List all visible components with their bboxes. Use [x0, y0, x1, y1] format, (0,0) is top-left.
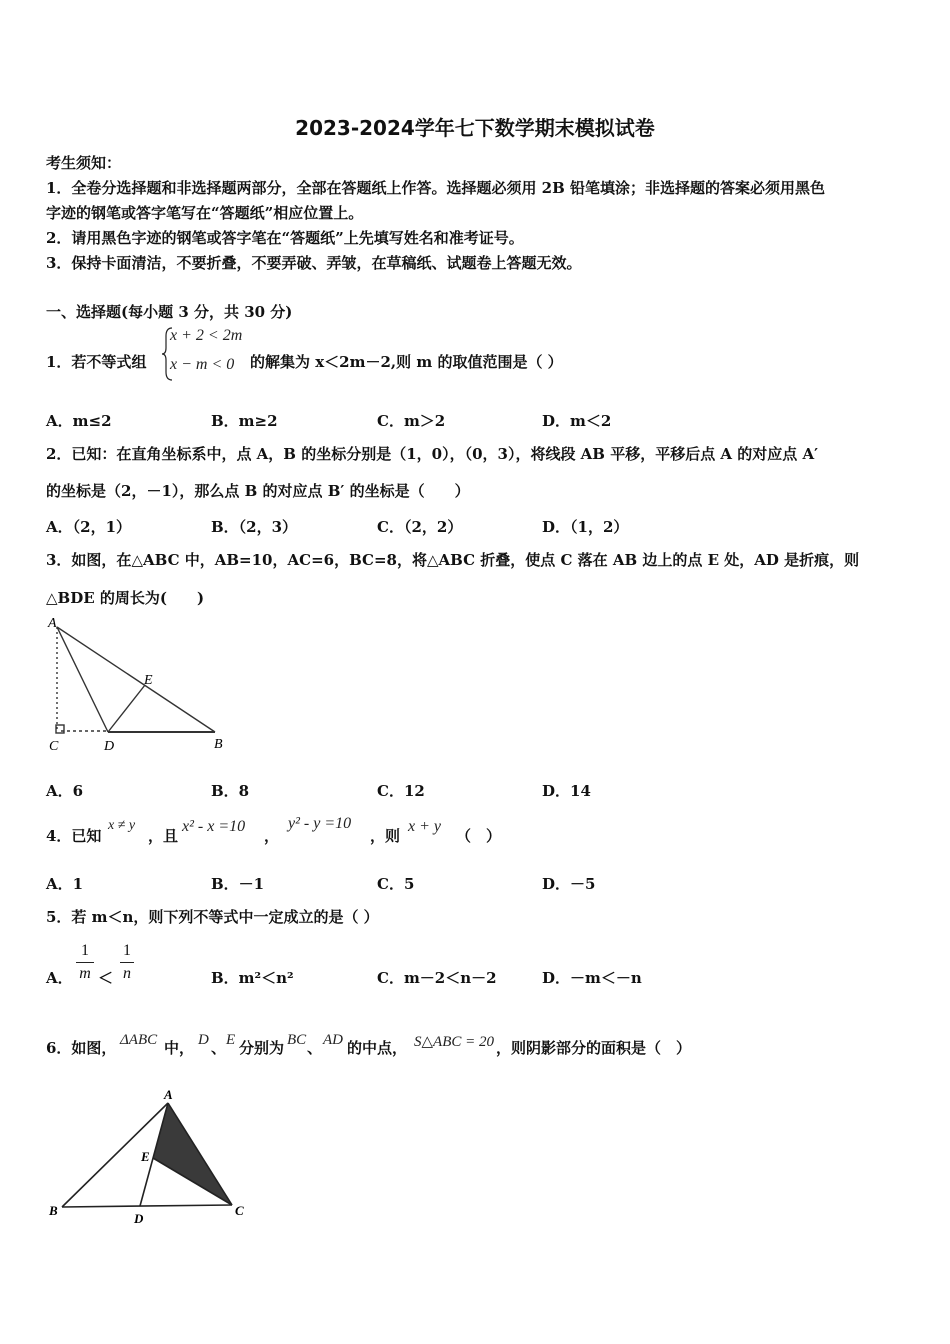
q6-bc-line [62, 1205, 232, 1207]
notice-heading: 考生须知： [46, 154, 122, 172]
q3-label-d: D [104, 739, 115, 754]
q3-ab-line [57, 627, 215, 732]
q3-option-a: A．6 [46, 782, 84, 800]
q5-stem: 5．若 m＜n，则下列不等式中一定成立的是（ ） [46, 908, 379, 926]
q4-comma: ， [264, 827, 280, 845]
q5-option-a-frac2 [120, 942, 134, 983]
page-title: 2023-2024学年七下数学期末模拟试卷 [295, 116, 655, 140]
q4-option-a: A．1 [46, 875, 84, 893]
q4-mid2: ，则 [370, 827, 401, 845]
q3-ad-line [57, 627, 108, 732]
notice-line-1b: 字迹的钢笔或答字笔写在“答题纸”相应位置上。 [46, 204, 364, 222]
q1-suffix: 的解集为 x＜2m－2,则 m 的取值范围是（ ） [250, 353, 563, 371]
q6-label-d: D [134, 1211, 144, 1226]
q4-option-b: B．－1 [211, 875, 265, 893]
q6-mid2: 分别为 [239, 1039, 285, 1057]
q6-d: D [198, 1032, 209, 1048]
q1-option-b: B．m≥2 [211, 412, 278, 430]
q4-prefix: 4．已知 [46, 827, 102, 845]
q6-e: E [226, 1032, 236, 1048]
notice-line-2: 2．请用黑色字迹的钢笔或答字笔在“答题纸”上先填写姓名和准考证号。 [46, 229, 524, 247]
q1-eq2: x − m < 0 [170, 356, 235, 373]
q3-line-1: 3．如图，在△ABC 中，AB=10，AC=6，BC=8，将△ABC 折叠，使点 C 落在 AB 边上的点 E 处，AD 是折痕，则 [46, 551, 860, 569]
q6-shaded-region [153, 1103, 232, 1205]
q1-option-d: D．m＜2 [542, 412, 612, 430]
q4-suffix: （ ） [456, 827, 502, 845]
q4-cond1: x ≠ y [108, 818, 136, 833]
q2-option-c: C．（2，2） [377, 518, 463, 536]
q5-frac2-den: n [123, 965, 131, 982]
q2-line-1: 2．已知：在直角坐标系中，点 A，B 的坐标分别是（1，0），（0，3），将线段 AB 平移，平移后点 A 的对应点 A′ [46, 445, 819, 463]
q3-option-c: C．12 [377, 782, 425, 800]
q6-tri: ΔABC [120, 1032, 158, 1048]
q6-label-e: E [141, 1149, 150, 1164]
q2-option-d: D．（1，2） [542, 518, 629, 536]
q3-label-e: E [144, 673, 153, 688]
q6-mid3: 的中点， [347, 1039, 408, 1057]
q3-label-a: A [48, 616, 57, 631]
q4-cond3: y² - y =10 [288, 815, 352, 832]
q6-ab-line [62, 1103, 168, 1207]
q6-prefix: 6．如图， [46, 1039, 117, 1057]
notice-line-1a: 1．全卷分选择题和非选择题两部分，全部在答题纸上作答。选择题必须用 2B 铅笔填涂；非选择题的答案必须用黑色 [46, 179, 826, 197]
q3-label-c: C [49, 739, 59, 754]
q4-option-c: C．5 [377, 875, 415, 893]
q3-de-line [108, 685, 145, 732]
q3-option-d: D．14 [542, 782, 591, 800]
section-heading: 一、选择题(每小题 3 分，共 30 分) [46, 303, 293, 321]
q5-option-a-frac1 [76, 942, 94, 983]
q6-label-a: A [164, 1087, 173, 1102]
q3-label-b: B [214, 737, 223, 752]
q5-frac1-num: 1 [81, 942, 89, 959]
q3-line-2: △BDE 的周长为( ) [46, 589, 205, 607]
notice-line-3: 3．保持卡面清洁，不要折叠，不要弄破、弄皱，在草稿纸、试题卷上答题无效。 [46, 254, 582, 272]
q6-figure [40, 1085, 260, 1230]
q2-line-2: 的坐标是（2，－1），那么点 B 的对应点 B′ 的坐标是（ ） [46, 482, 470, 500]
q2-option-b: B．（2，3） [211, 518, 298, 536]
q6-sep2: 、 [307, 1039, 323, 1057]
q6-bc: BC [287, 1032, 307, 1048]
q6-label-b: B [49, 1203, 58, 1218]
q5-frac2-num: 1 [123, 942, 131, 959]
q4-cond2: x² - x =10 [182, 818, 246, 835]
q3-option-b: B．8 [211, 782, 250, 800]
q1-option-a: A．m≤2 [46, 412, 112, 430]
q4-mid1: ，且 [148, 827, 179, 845]
q5-option-d: D．－m＜－n [542, 969, 642, 987]
q6-sep: 、 [211, 1039, 227, 1057]
q5-option-a-label: A． [46, 969, 73, 987]
q6-ad: AD [323, 1032, 343, 1048]
q2-option-a: A．（2，1） [46, 518, 132, 536]
q6-label-c: C [235, 1203, 244, 1218]
q6-suffix: ，则阴影部分的面积是（ ） [496, 1039, 692, 1057]
q5-option-a-lt: ＜ [98, 969, 114, 987]
q3-figure [40, 612, 240, 757]
q4-expr: x + y [408, 818, 441, 835]
q1-eq1: x + 2 < 2m [170, 327, 243, 344]
q5-frac1-den: m [79, 965, 91, 982]
q6-mid1: 中， [164, 1039, 195, 1057]
q1-option-c: C．m＞2 [377, 412, 446, 430]
q4-option-d: D．－5 [542, 875, 596, 893]
q6-area: S△ABC = 20 [414, 1034, 494, 1050]
q1-prefix: 1．若不等式组 [46, 353, 147, 371]
q5-option-b: B．m²＜n² [211, 969, 294, 987]
q5-option-c: C．m－2＜n－2 [377, 969, 497, 987]
